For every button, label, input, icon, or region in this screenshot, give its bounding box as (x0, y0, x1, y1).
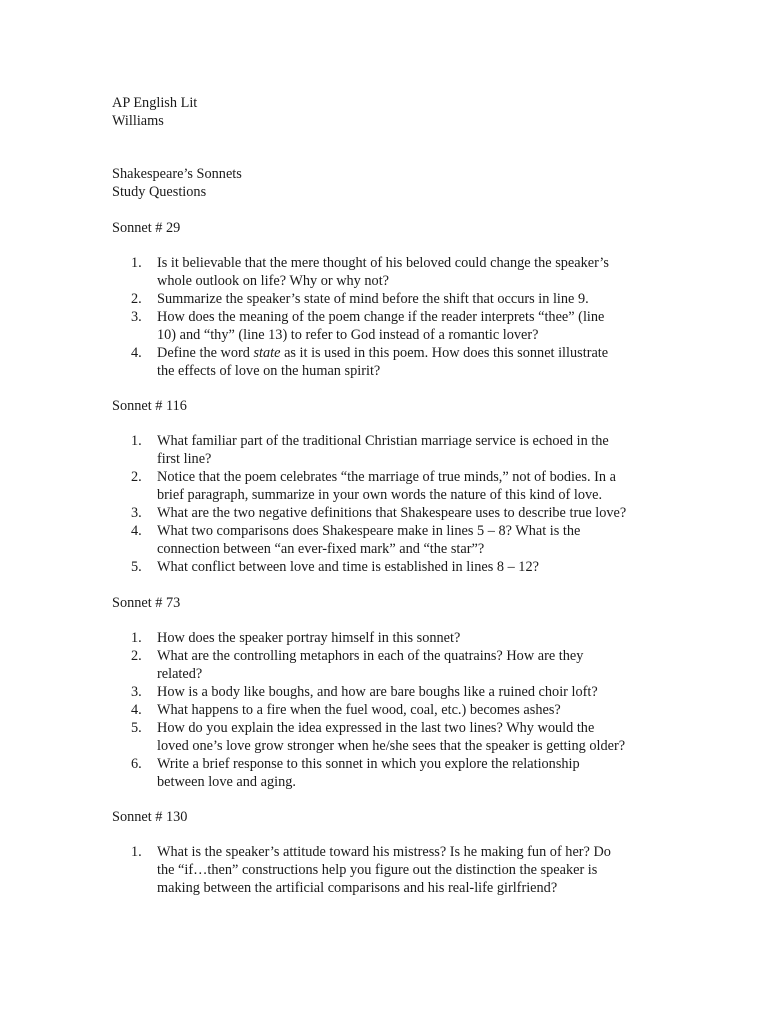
question-text: Is it believable that the mere thought of his beloved could change the speaker’s whole outlook on life? Why or why not? (157, 255, 609, 289)
document-title: Shakespeare’s Sonnets (112, 166, 242, 182)
question-item (0, 468, 627, 504)
question-number: 4. (131, 523, 142, 539)
teacher-name: Williams (112, 113, 164, 129)
question-item (0, 683, 627, 701)
question-item (0, 701, 627, 719)
question-number: 4. (131, 345, 142, 361)
question-text: What familiar part of the traditional Christian marriage service is echoed in the first line? (157, 433, 609, 467)
question-number: 1. (131, 630, 142, 646)
question-text (157, 344, 627, 380)
question-list-sonnet-73 (0, 629, 768, 791)
question-item (0, 843, 627, 897)
question-item (0, 719, 627, 755)
question-number: 4. (131, 702, 142, 718)
question-text: What are the two negative definitions that Shakespeare uses to describe true love? (157, 505, 627, 521)
question-number: 2. (131, 291, 142, 307)
question-text: What conflict between love and time is established in lines 8 – 12? (157, 559, 539, 575)
question-list-sonnet-130 (0, 843, 768, 897)
question-item (0, 504, 627, 522)
question-number: 1. (131, 255, 142, 271)
question-number: 5. (131, 720, 142, 736)
section-heading-sonnet-116: Sonnet # 116 (112, 398, 187, 414)
question-text: What two comparisons does Shakespeare make in lines 5 – 8? What is the connection between “an ever-fixed mark” and “the star”? (157, 523, 581, 557)
question-list-sonnet-29 (0, 254, 768, 380)
question-text: How does the speaker portray himself in this sonnet? (157, 630, 461, 646)
question-text: Notice that the poem celebrates “the marriage of true minds,” not of bodies. In a brief paragraph, summarize in your own words the nature of this kind of love. (157, 469, 616, 503)
section-heading-sonnet-130: Sonnet # 130 (112, 809, 188, 825)
course-name: AP English Lit (112, 95, 198, 111)
question-item (0, 558, 627, 576)
question-text-after: as it is used in this poem. How does this sonnet illustrate the effects of love on the human spirit? (157, 345, 609, 379)
section-heading-sonnet-73: Sonnet # 73 (112, 595, 181, 611)
question-italic-term: state (253, 345, 281, 361)
question-item (0, 432, 627, 468)
question-number: 3. (131, 309, 142, 325)
question-text: How is a body like boughs, and how are bare boughs like a ruined choir loft? (157, 684, 598, 700)
question-text: How do you explain the idea expressed in the last two lines? Why would the loved one’s love grow stronger when he/she sees that the speaker is getting older? (157, 720, 626, 754)
section-heading-sonnet-29: Sonnet # 29 (112, 220, 181, 236)
question-number: 3. (131, 684, 142, 700)
question-item (0, 308, 627, 344)
question-text: What happens to a fire when the fuel wood, coal, etc.) becomes ashes? (157, 702, 561, 718)
question-text: Summarize the speaker’s state of mind before the shift that occurs in line 9. (157, 291, 589, 307)
document-subtitle: Study Questions (112, 184, 207, 200)
question-number: 2. (131, 469, 142, 485)
question-text-before: Define the word (157, 345, 254, 361)
question-item (0, 344, 627, 380)
question-number: 6. (131, 756, 142, 772)
question-item (0, 755, 627, 791)
question-item (0, 522, 627, 558)
question-item (0, 290, 627, 308)
question-item (0, 647, 627, 683)
question-number: 5. (131, 559, 142, 575)
question-number: 3. (131, 505, 142, 521)
question-number: 1. (131, 844, 142, 860)
question-item (0, 629, 627, 647)
question-number: 1. (131, 433, 142, 449)
question-text: Write a brief response to this sonnet in which you explore the relationship between love and aging. (157, 756, 580, 790)
question-number: 2. (131, 648, 142, 664)
question-text: What is the speaker’s attitude toward his mistress? Is he making fun of her? Do the “if…then” constructions help you figure out the distinction the speaker is making between the artificial comparisons and his real-life girlfriend? (157, 844, 611, 896)
question-text: What are the controlling metaphors in each of the quatrains? How are they related? (157, 648, 584, 682)
question-item (0, 254, 627, 290)
question-list-sonnet-116 (0, 432, 768, 576)
question-text: How does the meaning of the poem change if the reader interprets “thee” (line 10) and “thy” (line 13) to refer to God instead of a romantic lover? (157, 309, 605, 343)
